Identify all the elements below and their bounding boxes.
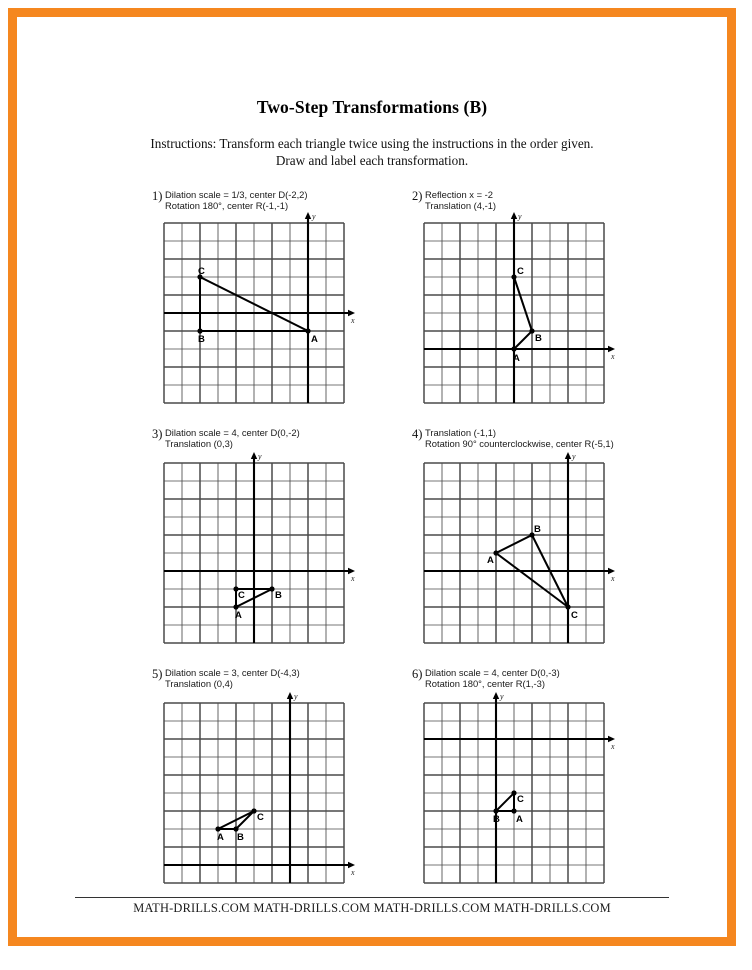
instructions-line-2: Draw and label each transformation. (275, 153, 469, 168)
vertex-label-b-3: B (275, 590, 282, 601)
vertex-label-c-2: C (517, 266, 524, 277)
problem-number-2: 2) (412, 189, 423, 203)
x-axis-label-1: x (351, 316, 355, 325)
coordinate-grid-3 (162, 452, 358, 657)
problem-number-5: 5) (152, 667, 163, 681)
vertex-label-b-1: B (198, 334, 205, 345)
problem-step1-2: Reflection x = -2 (425, 189, 494, 200)
y-axis-label-5: y (294, 692, 298, 701)
vertex-c-5 (251, 808, 256, 813)
vertex-a-3 (233, 604, 238, 609)
vertex-b-6 (493, 808, 498, 813)
vertex-b-3 (269, 586, 274, 591)
y-axis-label-1: y (312, 212, 316, 221)
footer-divider (75, 897, 669, 898)
problem-number-4: 4) (412, 427, 423, 441)
page-title: Two-Step Transformations (B) (256, 97, 488, 117)
vertex-a-1 (305, 328, 310, 333)
coordinate-grid-2 (422, 212, 618, 417)
x-axis-label-5: x (351, 868, 355, 877)
x-axis-label-6: x (611, 742, 615, 751)
problem-step2-3: Translation (0,3) (165, 438, 233, 450)
vertex-label-c-5: C (257, 812, 264, 823)
problem-instructions-3 (165, 427, 300, 449)
vertex-label-c-3: C (238, 590, 245, 601)
vertex-label-c-6: C (517, 794, 524, 805)
problem-step1-5: Dilation scale = 3, center D(-4,3) (165, 667, 300, 678)
vertex-a-6 (511, 808, 516, 813)
problem-step1-6: Dilation scale = 4, center D(0,-3) (425, 667, 560, 678)
worksheet-sheet (17, 17, 727, 937)
vertex-c-6 (511, 790, 516, 795)
vertex-b-5 (233, 826, 238, 831)
problem-step2-1: Rotation 180°, center R(-1,-1) (165, 200, 289, 212)
vertex-label-c-1: C (198, 266, 205, 277)
vertex-b-2 (529, 328, 534, 333)
vertex-b-1 (197, 328, 202, 333)
problem-number-1: 1) (152, 189, 163, 203)
problem-instructions-1 (165, 189, 308, 211)
coordinate-grid-6 (422, 692, 618, 897)
problem-step1-4: Translation (-1,1) (425, 427, 497, 438)
instructions-line-1: Instructions: Transform each triangle twice using the instructions in the order given. (150, 136, 594, 151)
problem-number-3: 3) (152, 427, 163, 441)
problem-instructions-6 (425, 667, 560, 689)
vertex-label-a-3: A (235, 610, 242, 621)
vertex-a-4 (493, 550, 498, 555)
vertex-label-a-4: A (487, 555, 494, 566)
problem-instructions-2 (425, 189, 496, 211)
problem-step2-5: Translation (0,4) (165, 678, 233, 690)
vertex-c-4 (565, 604, 570, 609)
problem-step1-3: Dilation scale = 4, center D(0,-2) (165, 427, 300, 438)
vertex-label-b-6: B (493, 814, 500, 825)
vertex-label-b-2: B (535, 333, 542, 344)
vertex-label-a-2: A (513, 353, 520, 364)
coordinate-grid-5 (162, 692, 358, 897)
problem-step2-4: Rotation 90° counterclockwise, center R(-5,1) (425, 438, 614, 450)
footer-attribution: MATH-DRILLS.COM MATH-DRILLS.COM MATH-DRILLS.COM MATH-DRILLS.COM (133, 901, 611, 915)
problem-instructions-5 (165, 667, 300, 689)
x-axis-label-2: x (611, 352, 615, 361)
vertex-label-c-4: C (571, 610, 578, 621)
vertex-label-a-1: A (311, 334, 318, 345)
y-axis-label-2: y (518, 212, 522, 221)
page-border (8, 8, 736, 946)
vertex-label-b-4: B (534, 524, 541, 535)
x-axis-label-4: x (611, 574, 615, 583)
problem-step2-2: Translation (4,-1) (425, 200, 497, 212)
problem-number-6: 6) (412, 667, 423, 681)
vertex-a-5 (215, 826, 220, 831)
y-axis-label-3: y (258, 452, 262, 461)
y-axis-label-4: y (572, 452, 576, 461)
instructions-block (17, 135, 727, 169)
problem-step1-1: Dilation scale = 1/3, center D(-2,2) (165, 189, 308, 200)
vertex-label-b-5: B (237, 832, 244, 843)
x-axis-label-3: x (351, 574, 355, 583)
vertex-a-2 (511, 346, 516, 351)
vertex-c-2 (511, 274, 516, 279)
problem-step2-6: Rotation 180°, center R(1,-3) (425, 678, 545, 690)
vertex-label-a-6: A (516, 814, 523, 825)
coordinate-grid-4 (422, 452, 618, 657)
coordinate-grid-1 (162, 212, 358, 417)
y-axis-label-6: y (500, 692, 504, 701)
problem-instructions-4 (425, 427, 614, 449)
vertex-label-a-5: A (217, 832, 224, 843)
